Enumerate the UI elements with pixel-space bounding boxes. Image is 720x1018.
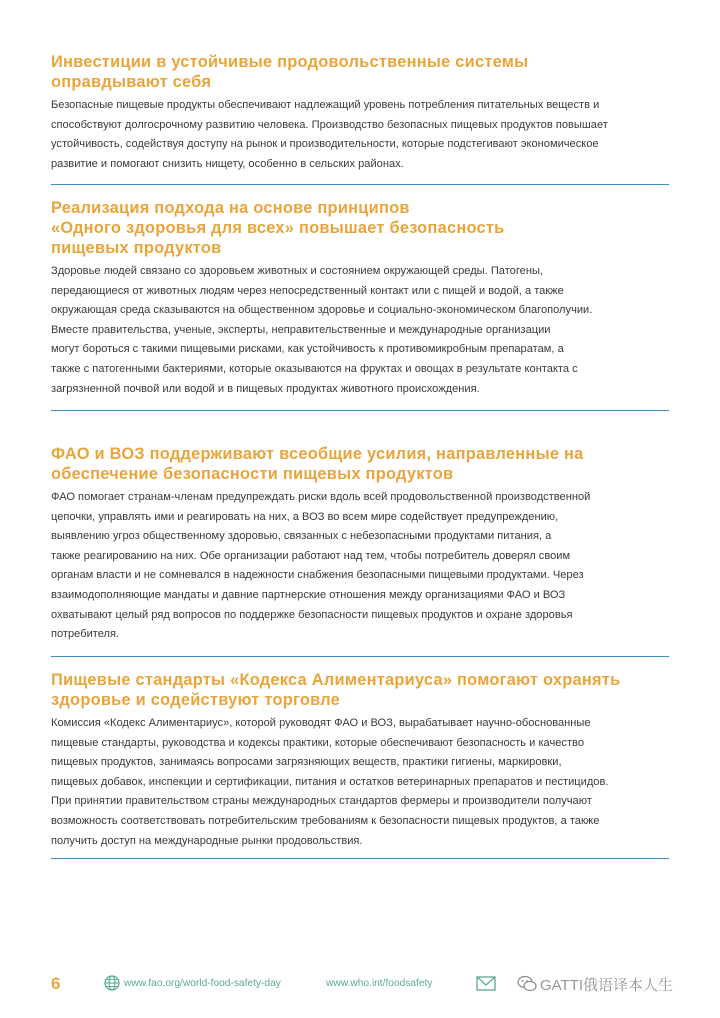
section-heading: Инвестиции в устойчивые продовольственные системы оправдывают себя [51,53,529,91]
section-divider [51,410,669,411]
section-divider [51,184,669,185]
fao-link[interactable]: www.fao.org/world-food-safety-day [124,978,281,989]
section-divider [51,858,669,859]
section-fao-who [51,444,669,645]
globe-icon [104,975,120,991]
section-body: Безопасные пищевые продукты обеспечивают надлежащий уровень потребления питательных веществ и способствуют долгосрочному развитию человека. Производство безопасных пищевых продуктов повышает устойчивость, содействуя доступу на рынок и производительности, которые подстегивают экономическое развитие и помогают снизить нищету, особенно в сельских районах. [51,99,608,170]
page-number: 6 [51,974,61,993]
section-divider [51,656,669,657]
watermark-text: GATTI俄语译本人生 [540,977,674,994]
section-heading: ФАО и ВОЗ поддерживают всеобщие усилия, направленные на обеспечение безопасности пищевых продуктов [51,445,584,483]
section-body: Комиссия «Кодекс Алиментариус», которой руководят ФАО и ВОЗ, вырабатывает научно-обоснованные пищевые стандарты, руководства и кодексы практики, которые обеспечивают безопасность и качество пищевых продуктов, занимаясь вопросами загрязняющих веществ, практики гигиены, маркировки, пищевых добавок, инспекции и сертификации, питания и остатков ветеринарных препаратов и пестицидов. При принятии правительством страны международных стандартов фермеры и производители получают возможность соответствовать потребительским требованиям к безопасности пищевых продуктов, а также получить доступ на международные рынки продовольствия. [51,717,609,847]
page-footer [0,968,720,1002]
section-one-health [51,198,669,399]
section-investments [51,52,669,174]
section-body: ФАО помогает странам-членам предупреждать риски вдоль всей продовольственной производственной цепочки, управлять ими и реагировать на них, а ВОЗ во всем мире содействует предупреждению, выявлению угроз общественному здоровью, связанных с небезопасными продуктами питания, а также реагированию на них. Обе организации работают над тем, чтобы потребитель доверял своим органам власти и не сомневался в надежности снабжения безопасными пищевыми продуктами. Через взаимодополняющие мандаты и давние партнерские отношения между организациями ФАО и ВОЗ охватывают целый ряд вопросов по поддержке безопасности пищевых продуктов и охране здоровья потребителя. [51,491,591,641]
section-heading: Пищевые стандарты «Кодекса Алиментариуса» помогают охранять здоровье и содействуют торговле [51,671,621,709]
section-body: Здоровье людей связано со здоровьем животных и состоянием окружающей среды. Патогены, передающиеся от животных людям через непосредственный контакт или с пищей и водой, а также окружающая среда сказываются на общественном здоровье и социально-экономическом благополучии. Вместе правительства, ученые, эксперты, неправительственные и международные организации могут бороться с такими пищевыми рисками, как устойчивость к противомикробным препаратам, а также с патогенными бактериями, которые оказываются на фруктах и овощах в результате контакта с загрязненной почвой или водой и в пищевых продуктах животного происхождения. [51,265,593,395]
wechat-icon [517,975,537,993]
mail-icon [476,976,496,991]
who-link[interactable]: www.who.int/foodsafety [326,978,433,989]
section-codex [51,670,669,851]
section-heading: Реализация подхода на основе принципов «Одного здоровья для всех» повышает безопасность пищевых продуктов [51,199,505,257]
